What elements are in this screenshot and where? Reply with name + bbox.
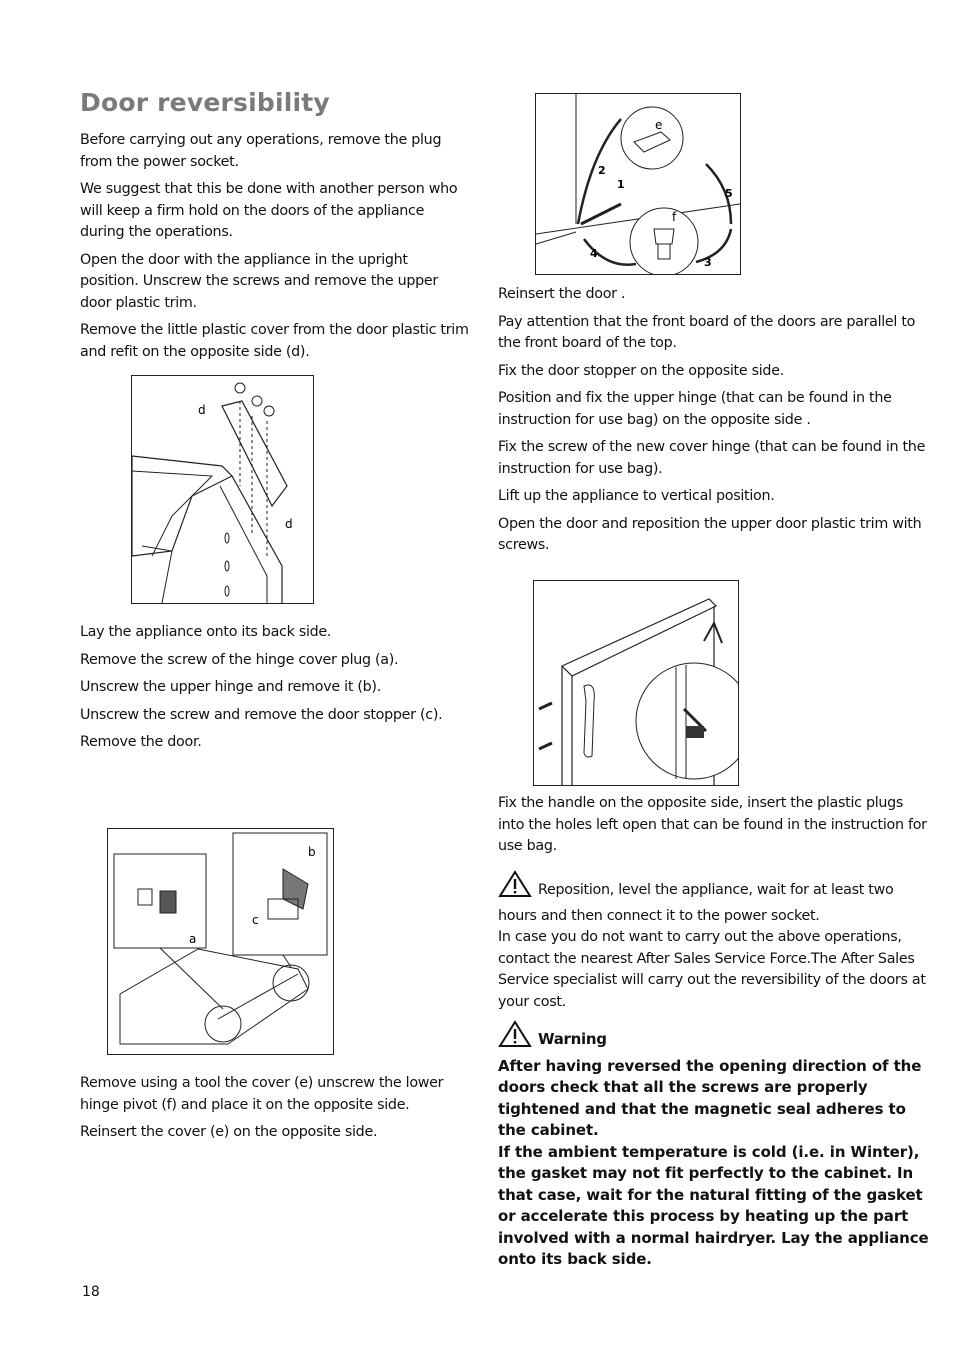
figure-door-trim (131, 375, 314, 604)
paragraph: Fix the handle on the opposite side, insert the plastic plugs into the holes left open that can be found in the instruction for use bag. (498, 795, 927, 854)
paragraph: Remove using a tool the cover (e) unscrew the lower hinge pivot (f) and place it on the opposite side. (80, 1075, 444, 1113)
fig3-label-3: 3 (704, 256, 712, 269)
paragraph: Before carrying out any operations, remove the plug from the power socket. (80, 132, 442, 170)
caution-detail: In case you do not want to carry out the above operations, contact the nearest After Sales Service Force.The After Sales Service specialist will carry out the reversibility of the doors at your cost. (498, 929, 926, 1010)
right-column-2 (498, 793, 930, 864)
paragraph: Remove the screw of the hinge cover plug (a). (80, 651, 399, 668)
warning-text: After having reversed the opening direction of the doors check that all the screws are properly tightened and that the magnetic seal adheres to the cabinet. (498, 1056, 922, 1139)
left-column (80, 130, 470, 369)
paragraph: Reinsert the door . (498, 286, 626, 302)
figure-door-handle (533, 580, 739, 786)
paragraph: Position and fix the upper hinge (that can be found in the instruction for use bag) on the opposite side . (498, 390, 892, 428)
warning-text-2: If the ambient temperature is cold (i.e. in Winter), the gasket may not fit perfectly to the cabinet. In that case, wait for the natural fitting of the gasket or accelerate this process by heating up the part involved with a normal hairdryer. Lay the appliance onto its back side. (498, 1142, 929, 1268)
paragraph: Remove the little plastic cover from the door plastic trim and refit on the opposite side (d). (80, 322, 469, 360)
left-column-3 (80, 1073, 460, 1150)
paragraph: Unscrew the screw and remove the door stopper (c). (80, 706, 443, 723)
paragraph: Lay the appliance onto its back side. (80, 624, 332, 640)
paragraph: Fix the door stopper on the opposite side. (498, 362, 784, 379)
warning-icon (498, 1020, 532, 1056)
fig1-label-d: d (198, 403, 206, 417)
caution-text: Reposition, level the appliance, wait for at least two hours and then connect it to the power socket. (498, 882, 894, 924)
caution-block (498, 870, 930, 1019)
fig2-label-b: b (308, 845, 316, 859)
paragraph: Lift up the appliance to vertical position. (498, 488, 775, 504)
fig3-label-f: f (672, 210, 677, 224)
right-column (498, 284, 930, 563)
fig3-label-5: 5 (725, 187, 733, 200)
paragraph: Reinsert the cover (e) on the opposite side. (80, 1124, 378, 1140)
paragraph: Fix the screw of the new cover hinge (that can be found in the instruction for use bag). (498, 439, 926, 477)
paragraph: Pay attention that the front board of the doors are parallel to the front board of the top. (498, 313, 916, 351)
fig3-label-1: 1 (617, 178, 625, 191)
page-title: Door reversibility (80, 88, 330, 117)
figure-hinge-removal (107, 828, 334, 1055)
paragraph: Remove the door. (80, 734, 202, 750)
fig3-label-2: 2 (598, 164, 606, 177)
warning-title: Warning (538, 1030, 607, 1048)
fig3-label-e: e (655, 118, 663, 132)
fig2-label-c: c (252, 913, 259, 927)
paragraph: Unscrew the upper hinge and remove it (b). (80, 679, 381, 695)
paragraph: Open the door with the appliance in the upright position. Unscrew the screws and remove the upper door plastic trim. (80, 251, 438, 311)
warning-block (498, 1020, 930, 1271)
page-number: 18 (82, 1284, 100, 1300)
fig2-label-a: a (189, 932, 197, 946)
paragraph: We suggest that this be done with another person who will keep a firm hold on the doors of the appliance during the operations. (80, 181, 458, 240)
fig1-label-d2: d (285, 517, 293, 531)
paragraph: Open the door and reposition the upper door plastic trim with screws. (498, 515, 922, 553)
left-column-2 (80, 622, 470, 760)
figure-lower-hinge (535, 93, 741, 275)
fig3-label-4: 4 (590, 247, 598, 260)
caution-icon (498, 870, 532, 906)
